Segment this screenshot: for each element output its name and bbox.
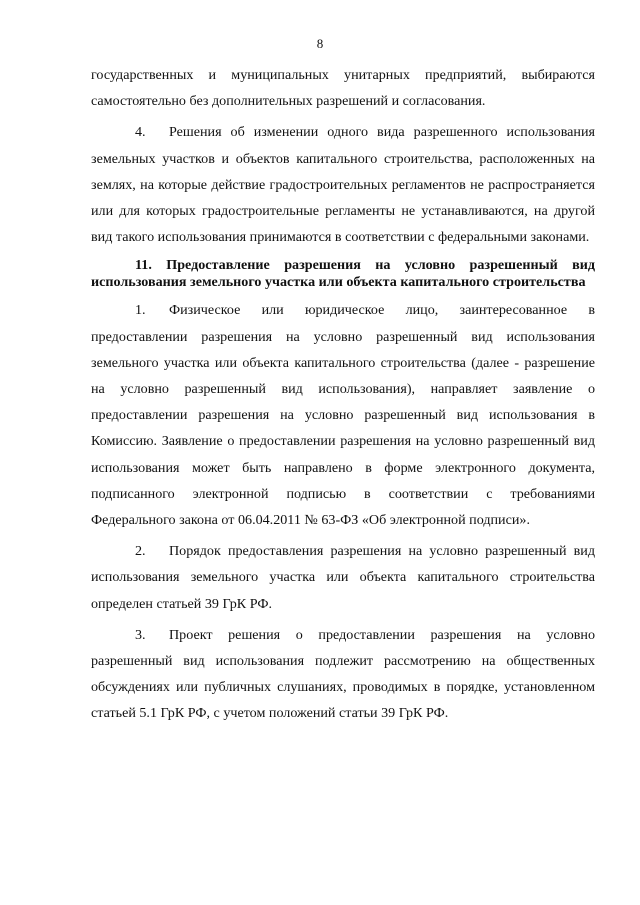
section-item-1: [91, 297, 595, 533]
paragraph-number: 4.: [135, 124, 146, 141]
item-number: 1.: [135, 302, 146, 319]
page-number: 8: [316, 36, 324, 51]
section-heading: 11. Предоставление разрешения на условно разрешенный вид использования земельного участка или объекта капитального строительства: [91, 257, 595, 291]
document-body: [91, 62, 595, 727]
item-text: Порядок предоставления разрешения на условно разрешенный вид использования земельного участка или объекта капитального строительства определен статьей 39 ГрК РФ.: [91, 543, 595, 612]
item-text: Проект решения о предоставлении разрешения на условно разрешенный вид использования подлежит рассмотрению на общественных обсуждениях или публичных слушаниях, проводимых в порядке, установленном статьей 5.1 ГрК РФ, с учетом положений статьи 39 ГрК РФ.: [91, 626, 595, 722]
section-item-3: [91, 622, 595, 727]
item-number: 3.: [135, 626, 146, 643]
section-item-2: [91, 538, 595, 617]
continued-paragraph: государственных и муниципальных унитарных предприятий, выбираются самостоятельно без дополнительных разрешений и согласования.: [91, 67, 595, 110]
item-number: 2.: [135, 543, 146, 560]
paragraph-text: Решения об изменении одного вида разрешенного использования земельных участков и объектов капитального строительства, расположенных на землях, на которые действие градостроительных регламентов не распространяется или для которых градостроительные регламенты не устанавливаются, на другой вид такого использования принимаются в соответствии с федеральными законами.: [91, 124, 595, 246]
paragraph-4: [91, 119, 595, 250]
item-text: Физическое или юридическое лицо, заинтересованное в предоставлении разрешения на условно разрешенный вид использования земельного участка или объекта капитального строительства (далее - разрешение на условно разрешенный вид использования), направляет заявление о предоставлении разрешения на условно разрешенный вид использования в Комиссию. Заявление о предоставлении разрешения на условно разрешенный вид использования может быть направлено в форме электронного документа, подписанного электронной подписью в соответствии с требованиями Федерального закона от 06.04.2011 № 63-ФЗ «Об электронной подписи».: [91, 302, 595, 529]
